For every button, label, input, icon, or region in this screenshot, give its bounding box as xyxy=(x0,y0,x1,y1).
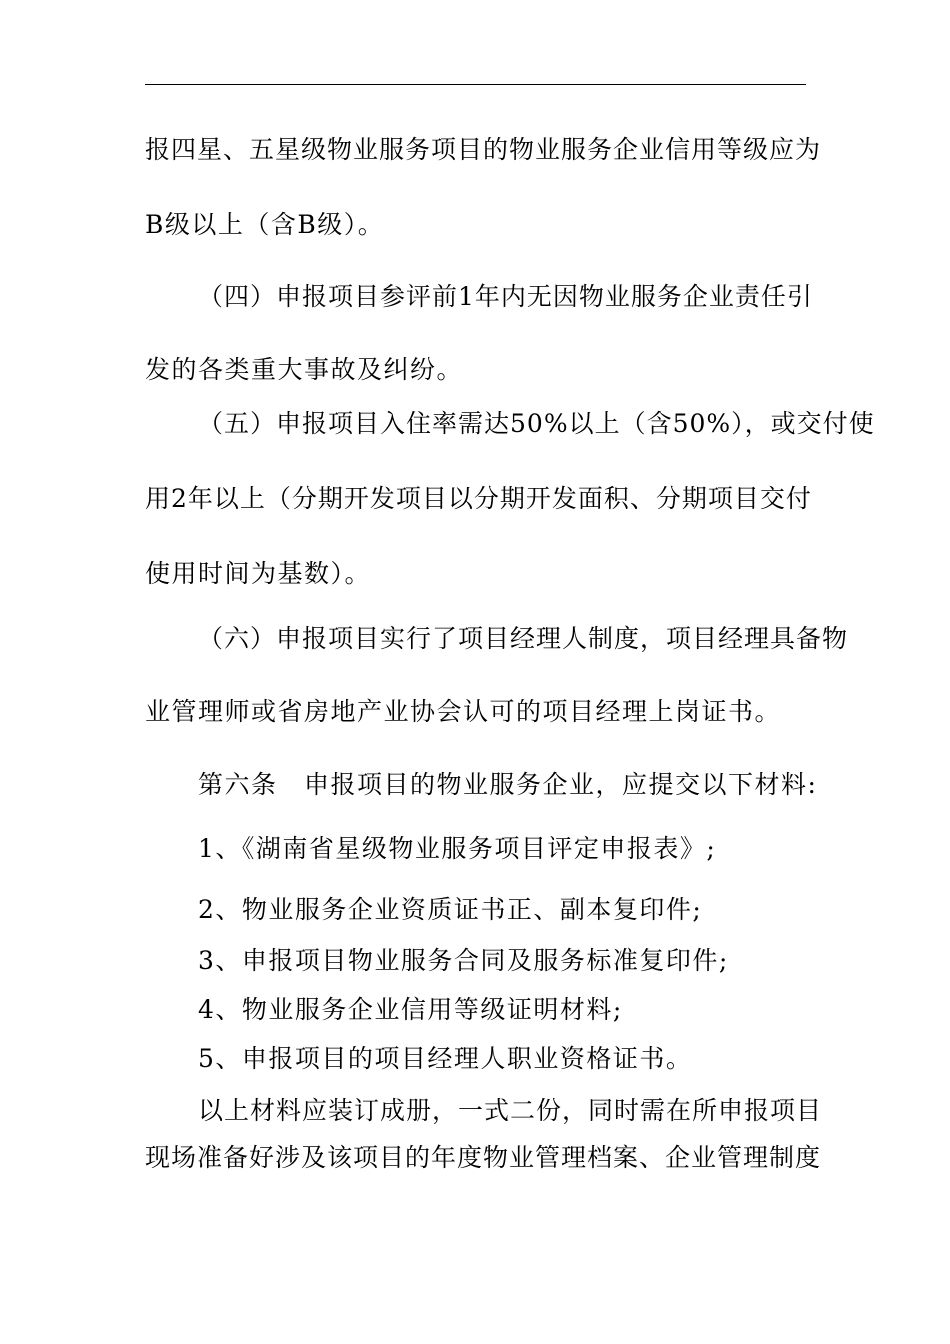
text-line: 用2年以上（分期开发项目以分期开发面积、分期项目交付 xyxy=(145,484,812,513)
text-line: 以上材料应装订成册，一式二份，同时需在所申报项目 xyxy=(198,1096,823,1125)
text-line: （四）申报项目参评前1年内无因物业服务企业责任引 xyxy=(198,282,813,311)
text-line: （六）申报项目实行了项目经理人制度，项目经理具备物 xyxy=(198,624,849,653)
text-line: 现场准备好涉及该项目的年度物业管理档案、企业管理制度 xyxy=(145,1143,822,1172)
list-item: 5、申报项目的项目经理人职业资格证书。 xyxy=(198,1044,693,1073)
list-item: 3、申报项目物业服务合同及服务标准复印件; xyxy=(198,946,729,975)
text-line: （五）申报项目入住率需达50%以上（含50%），或交付使 xyxy=(198,409,875,438)
text-line: B级以上（含B级）。 xyxy=(145,210,385,239)
list-item: 1、《湖南省星级物业服务项目评定申报表》; xyxy=(198,834,717,863)
list-item: 4、物业服务企业信用等级证明材料; xyxy=(198,995,623,1024)
header-rule xyxy=(145,84,806,85)
text-line: 报四星、五星级物业服务项目的物业服务企业信用等级应为 xyxy=(145,135,822,164)
list-item: 2、物业服务企业资质证书正、副本复印件; xyxy=(198,895,703,924)
text-line: 发的各类重大事故及纠纷。 xyxy=(145,355,464,384)
text-line: 业管理师或省房地产业协会认可的项目经理上岗证书。 xyxy=(145,697,782,726)
text-line: 第六条 申报项目的物业服务企业，应提交以下材料: xyxy=(198,770,818,799)
text-line: 使用时间为基数）。 xyxy=(145,559,372,588)
